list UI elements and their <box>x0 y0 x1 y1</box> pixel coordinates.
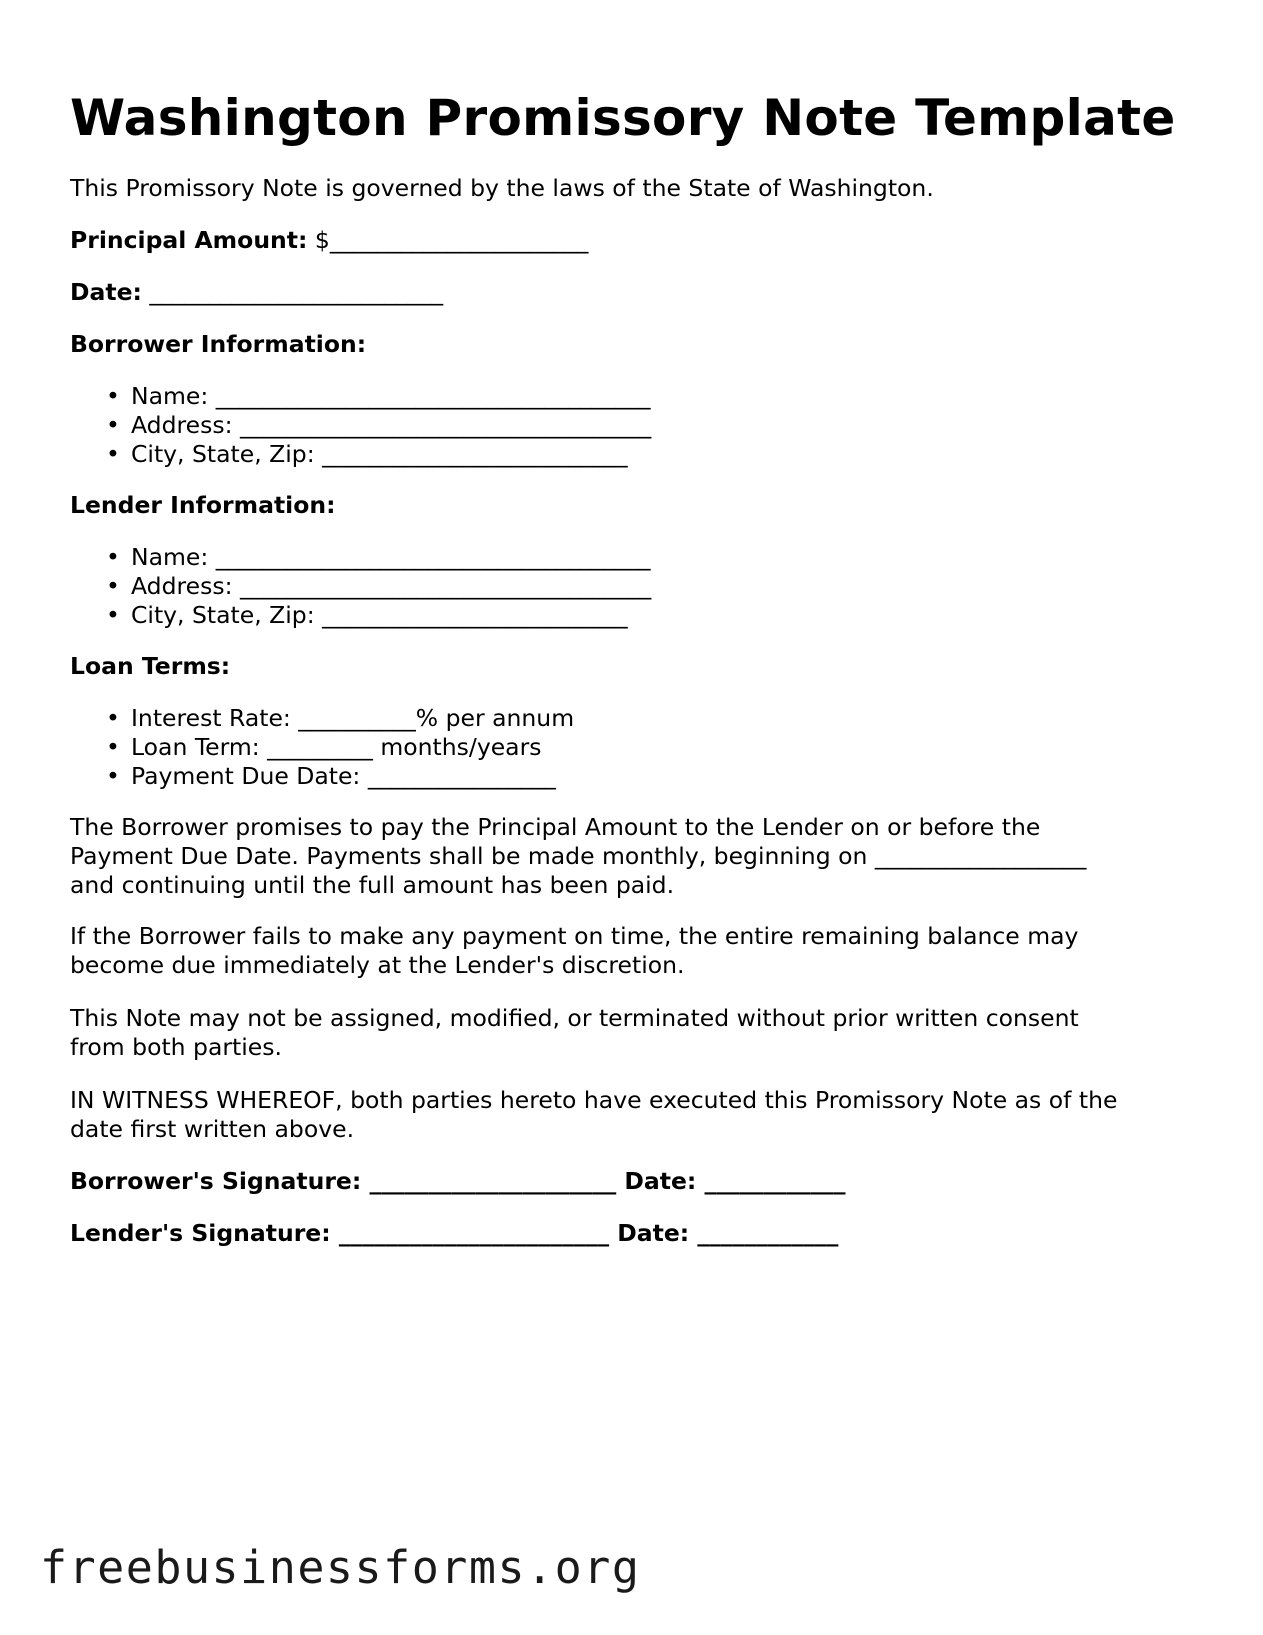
witness-line-1: IN WITNESS WHEREOF, both parties hereto have executed this Promissory Note as of the <box>70 1086 1118 1114</box>
list-item: • Loan Term: _________ months/years <box>106 733 542 761</box>
assignment-line-2: from both parties. <box>70 1033 282 1061</box>
site-watermark: freebusinessforms.org <box>40 1541 641 1594</box>
borrower-signature-line: Borrower's Signature: _____________________ Date: ____________ <box>70 1167 846 1195</box>
loan-terms-heading: Loan Terms: <box>70 652 231 680</box>
loan-terms-list <box>70 704 574 791</box>
promise-line-1: The Borrower promises to pay the Principal Amount to the Lender on or before the <box>70 813 1041 841</box>
borrower-info-heading: Borrower Information: <box>70 330 367 358</box>
lender-signature-line: Lender's Signature: _______________________ Date: ____________ <box>70 1219 839 1247</box>
promise-line-2: Payment Due Date. Payments shall be made monthly, beginning on __________________ <box>70 842 1087 870</box>
lender-info-list <box>70 543 651 630</box>
default-line-1: If the Borrower fails to make any payment on time, the entire remaining balance may <box>70 922 1079 950</box>
lender-info-heading: Lender Information: <box>70 491 336 519</box>
date-label: Date: <box>70 278 142 306</box>
list-item: • City, State, Zip: __________________________ <box>106 601 628 629</box>
principal-amount-field: $______________________ <box>314 226 589 254</box>
default-line-2: become due immediately at the Lender's discretion. <box>70 951 685 979</box>
principal-amount-label: Principal Amount: <box>70 226 308 254</box>
principal-amount-line <box>70 226 588 255</box>
list-item: • Name: _____________________________________ <box>106 382 651 410</box>
list-item: • Address: ___________________________________ <box>106 411 652 439</box>
date-line <box>70 278 443 307</box>
promise-line-3: and continuing until the full amount has been paid. <box>70 871 675 899</box>
document-title: Washington Promissory Note Template <box>70 89 1176 147</box>
list-item: • Interest Rate: __________% per annum <box>106 704 575 732</box>
borrower-info-list <box>70 382 651 469</box>
list-item: • City, State, Zip: __________________________ <box>106 440 628 468</box>
list-item: • Address: ___________________________________ <box>106 572 652 600</box>
list-item: • Name: _____________________________________ <box>106 543 651 571</box>
witness-line-2: date first written above. <box>70 1115 355 1143</box>
intro-text: This Promissory Note is governed by the laws of the State of Washington. <box>70 174 934 202</box>
date-field: _________________________ <box>149 278 444 306</box>
assignment-line-1: This Note may not be assigned, modified, or terminated without prior written consent <box>70 1004 1079 1032</box>
list-item: • Payment Due Date: ________________ <box>106 762 556 790</box>
